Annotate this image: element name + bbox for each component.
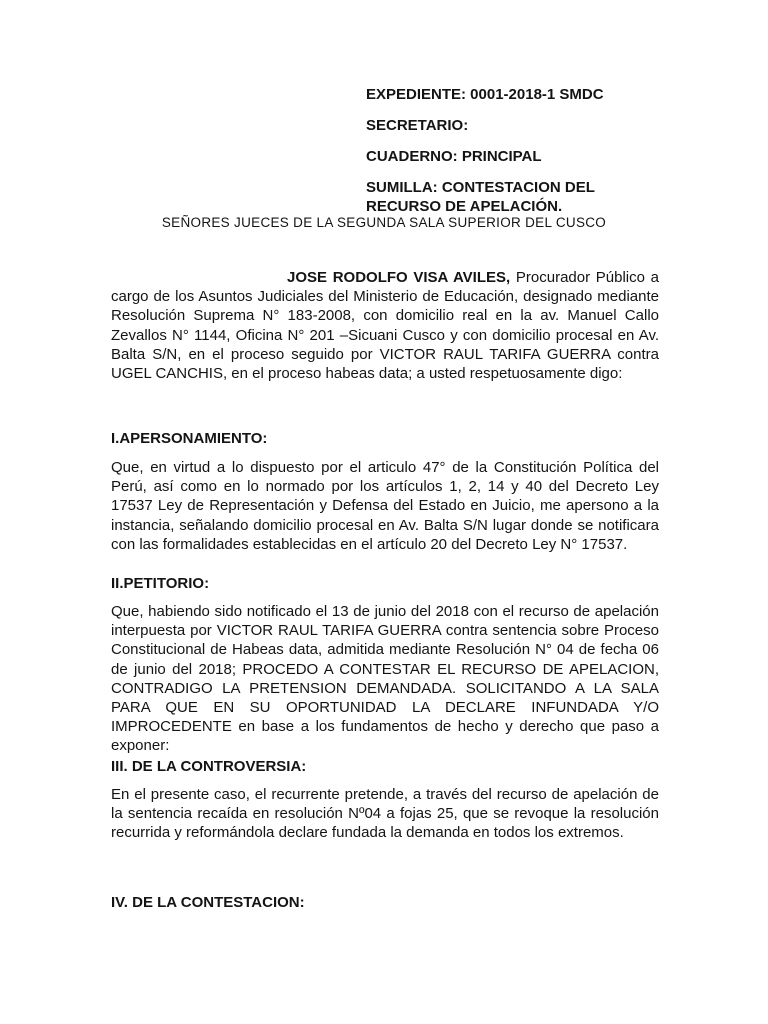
section-body-petitorio xyxy=(111,602,659,756)
section-title-petitorio: II.PETITORIO: xyxy=(111,575,210,592)
procurador-name: JOSE RODOLFO VISA AVILES, xyxy=(287,269,511,286)
cuaderno-line: CUADERNO: PRINCIPAL xyxy=(366,148,542,165)
section-body-apersonamiento xyxy=(111,458,659,554)
sumilla-line-2: RECURSO DE APELACIÓN. xyxy=(366,198,563,215)
intro-text: Procurador Público a cargo de los Asuntos Judiciales del Ministerio de Educación, designado mediante Resolución Suprema N° 183-2008, con domicilio real en la av. Manuel Callo Zevallos N° 1144, Oficina N° 201 –Sicuani Cusco y con domicilio procesal en Av. Balta S/N, en el proceso seguido por VICTOR RAUL TARIFA GUERRA contra UGEL CANCHIS, en el proceso habeas data; a usted respetuosamente digo: xyxy=(111,269,659,383)
addressee-heading: SEÑORES JUECES DE LA SEGUNDA SALA SUPERIOR DEL CUSCO xyxy=(161,215,607,230)
case-header xyxy=(366,85,666,216)
section-title-apersonamiento: I.APERSONAMIENTO: xyxy=(111,430,268,447)
controversia-text: En el presente caso, el recurrente pretende, a través del recurso de apelación de la sentencia recaída en resolución Nº04 a fojas 25, que se revoque la resolución recurrida y reformándola declare fundada la demanda en todos los extremos. xyxy=(111,786,659,842)
apersonamiento-text: Que, en virtud a lo dispuesto por el articulo 47° de la Constitución Política del Perú, así como en lo normado por los artículos 1, 2, 14 y 40 del Decreto Ley 17537 Ley de Representación y Defensa del Estado en Juicio, me apersono a la instancia, señalando domicilio procesal en Av. Balta S/N lugar donde se notificara con las formalidades establecidas en el artículo 20 del Decreto Ley N° 17537. xyxy=(111,459,659,553)
expediente-line: EXPEDIENTE: 0001-2018-1 SMDC xyxy=(366,86,604,103)
section-title-controversia: III. DE LA CONTROVERSIA: xyxy=(111,758,307,775)
section-title-contestacion: IV. DE LA CONTESTACION: xyxy=(111,894,305,911)
secretario-line: SECRETARIO: xyxy=(366,117,469,134)
section-body-controversia xyxy=(111,785,659,843)
petitorio-text: Que, habiendo sido notificado el 13 de junio del 2018 con el recurso de apelación interpuesta por VICTOR RAUL TARIFA GUERRA contra sentencia sobre Proceso Constitucional de Habeas data, admitida mediante Resolución N° 04 de fecha 06 de junio del 2018; PROCEDO A CONTESTAR EL RECURSO DE APELACION, CONTRADIGO LA PRETENSION DEMANDADA. SOLICITANDO A LA SALA PARA QUE EN SU OPORTUNIDAD LA DECLARE INFUNDADA Y/O IMPROCEDENTE en base a los fundamentos de hecho y derecho que paso a exponer: xyxy=(111,603,659,755)
sumilla-line-1: SUMILLA: CONTESTACION DEL xyxy=(366,179,595,196)
intro-paragraph xyxy=(111,268,659,383)
